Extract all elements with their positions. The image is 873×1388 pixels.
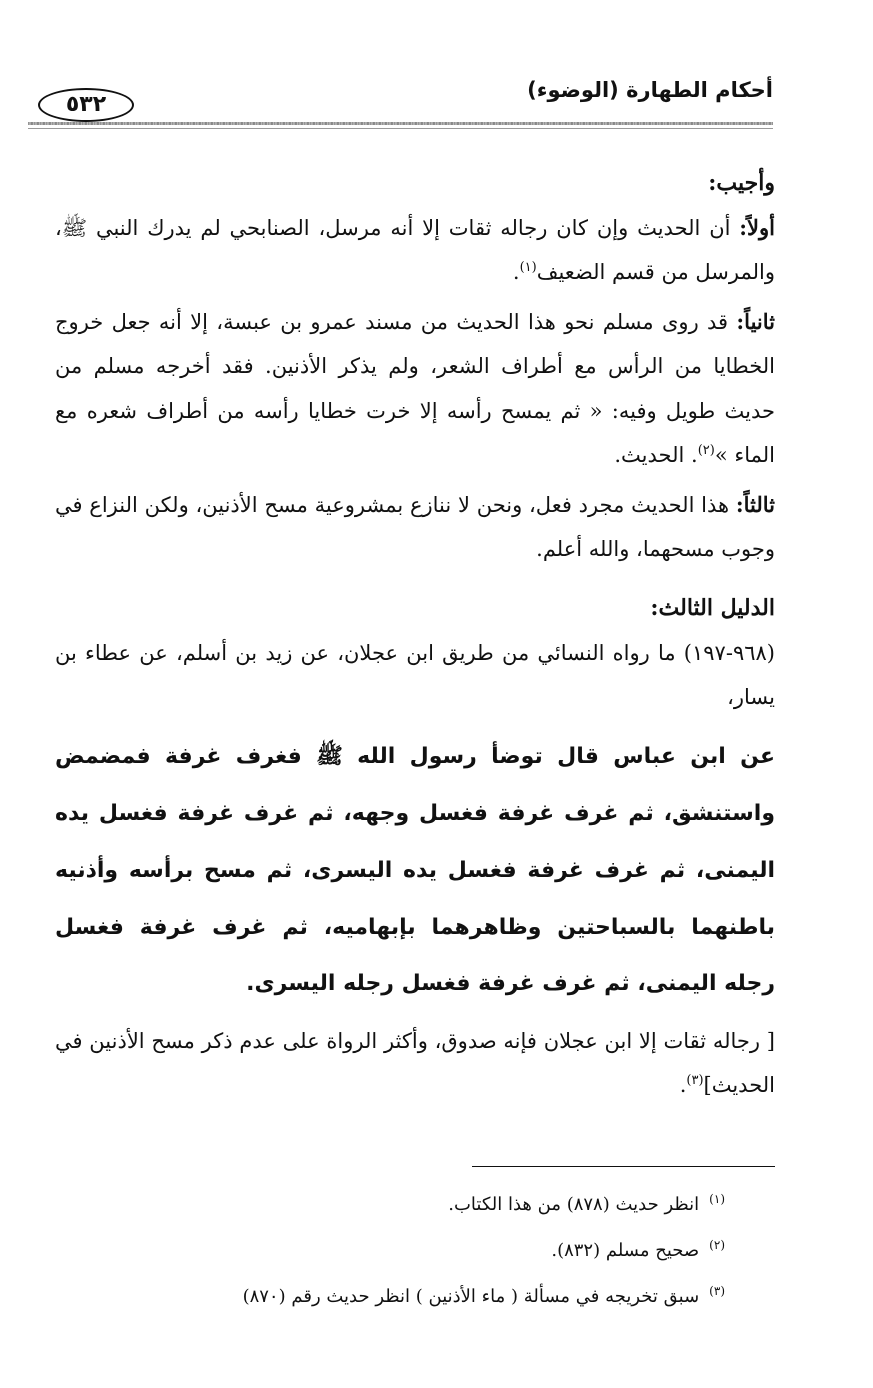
evidence-intro: (٩٦٨-١٩٧) ما رواه النسائي من طريق ابن عجلان، عن زيد بن أسلم، عن عطاء بن يسار، — [55, 641, 775, 710]
first-label: أولاً: — [739, 215, 775, 241]
first-end: . — [512, 260, 520, 285]
page-body — [55, 160, 775, 1107]
footnote-item — [165, 1182, 725, 1228]
page-header — [28, 78, 773, 138]
page-number: ٥٣٢ — [38, 88, 134, 122]
footnote-text: صحيح مسلم (٨٣٢). — [551, 1239, 700, 1261]
first-text: أن الحديث وإن كان رجاله ثقات إلا أنه مرسل، الصنابحي لم يدرك النبي ﷺ، والمرسل من قسم الضعيف — [55, 216, 775, 285]
footnote-item — [165, 1274, 725, 1320]
footnotes — [165, 1182, 725, 1320]
footnote-text: سبق تخريجه في مسألة ( ماء الأذنين ) انظر حديث رقم (٨٧٠) — [242, 1285, 700, 1307]
answer-heading: وأجيب: — [708, 170, 775, 196]
grading-note — [55, 1019, 775, 1107]
second-end: . الحديث. — [614, 442, 698, 467]
footnote-separator — [472, 1166, 775, 1167]
footnote-number: (١) — [709, 1192, 725, 1206]
third-label: ثالثاً: — [735, 491, 775, 517]
grading-text: [ رجاله ثقات إلا ابن عجلان فإنه صدوق، وأكثر الرواة على عدم ذكر مسح الأذنين في الحديث] — [55, 1029, 775, 1098]
third-point — [55, 483, 775, 571]
third-text: هذا الحديث مجرد فعل، ونحن لا ننازع بمشروعية مسح الأذنين، ولكن النزاع في وجوب مسحهما، والله أعلم. — [55, 492, 775, 561]
running-title: أحكام الطهارة (الوضوء) — [527, 78, 773, 102]
hadith-text: عن ابن عباس قال توضأ رسول الله ﷺ فغرف غرفة فمضمض واستنشق، ثم غرف غرفة فغسل وجهه، ثم غرف غرفة فغسل يده اليمنى، ثم غرف غرفة فغسل يده اليسرى، ثم مسح برأسه وأذنيه باطنهما بالسباحتين وظاهرهما بإبهاميه، ثم غرف غرفة فغسل رجله اليمنى، ثم غرف غرفة فغسل رجله اليسرى. — [55, 744, 775, 997]
footnote-ref-1: (١) — [519, 260, 537, 276]
first-point — [55, 206, 775, 294]
footnote-text: انظر حديث (٨٧٨) من هذا الكتاب. — [448, 1194, 700, 1215]
footnote-number: (٣) — [709, 1283, 725, 1298]
header-rule-thin — [28, 128, 773, 129]
footnote-number: (٢) — [709, 1237, 725, 1252]
second-label: ثانياً: — [736, 309, 775, 335]
footnote-ref-3: (٣) — [686, 1073, 704, 1089]
footnote-item — [165, 1228, 725, 1274]
footnote-ref-2: (٢) — [697, 442, 715, 458]
grading-end: . — [679, 1073, 687, 1098]
second-text: قد روى مسلم نحو هذا الحديث من مسند عمرو بن عبسة، إلا أنه جعل خروج الخطايا من الرأس مع أطراف الشعر، ولم يذكر الأذنين. فقد أخرجه مسلم من حديث طويل وفيه: « ثم يمسح رأسه إلا خرت خطايا رأسه من أطراف شعره مع الماء » — [55, 310, 775, 467]
header-rule — [28, 122, 773, 125]
second-point — [55, 300, 775, 476]
evidence-heading: الدليل الثالث: — [650, 594, 775, 621]
